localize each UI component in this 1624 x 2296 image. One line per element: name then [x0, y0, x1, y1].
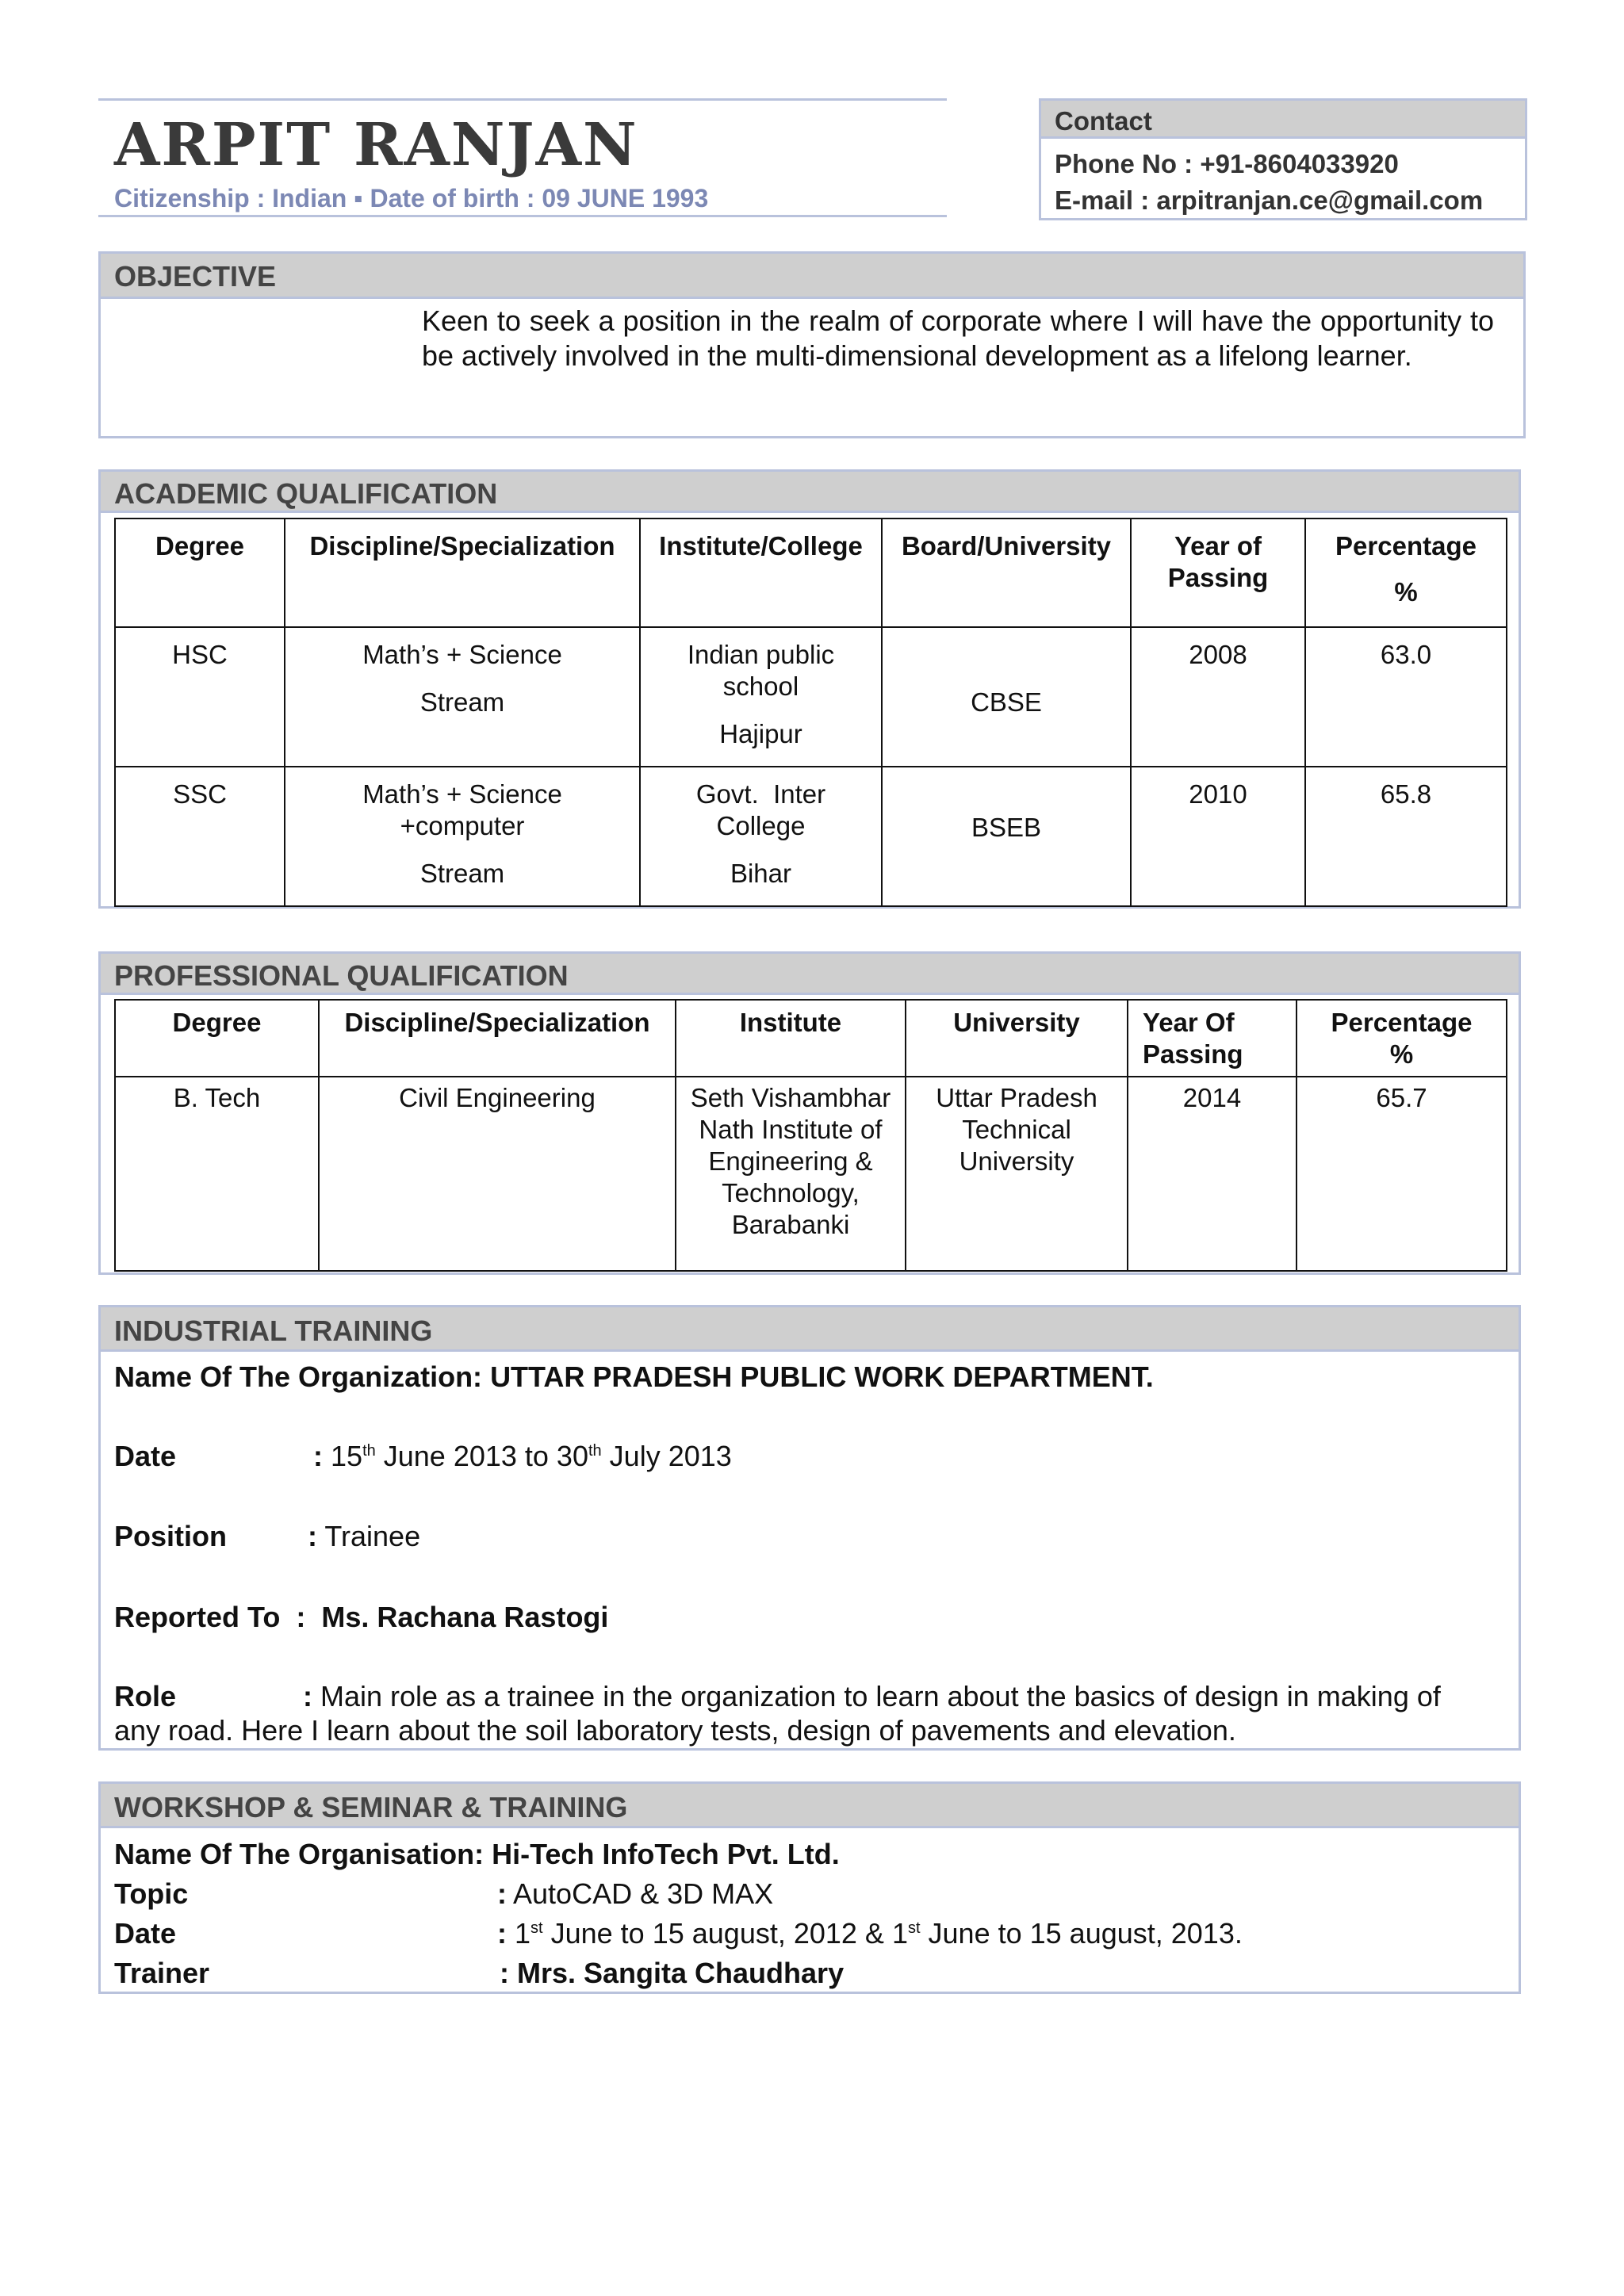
- institute-line: Govt. Inter College: [695, 779, 833, 840]
- training-org-value: UTTAR PRADESH PUBLIC WORK DEPARTMENT.: [490, 1360, 1154, 1393]
- training-date-mid: June 2013 to 30: [375, 1440, 588, 1472]
- header-bottom-rule: [98, 215, 947, 217]
- objective-header: [101, 254, 1523, 299]
- table-row: [115, 767, 1507, 906]
- degree-cell: HSC: [115, 627, 285, 767]
- objective-title: OBJECTIVE: [114, 260, 277, 293]
- citizenship-line: Citizenship : Indian ▪ Date of birth : 09 JUNE 1993: [114, 184, 709, 212]
- institute-cell: [640, 767, 882, 906]
- institute-cell: [640, 627, 882, 767]
- board-cell: BSEB: [882, 767, 1131, 906]
- training-position: : Trainee: [308, 1520, 421, 1552]
- degree-cell: B. Tech: [115, 1077, 319, 1271]
- training-role-line2: any road. Here I learn about the soil laboratory tests, design of pavements and elevation.: [114, 1714, 1236, 1747]
- discipline-cell: [285, 767, 640, 906]
- institute-line: Hajipur: [719, 719, 802, 748]
- percentage-cell: 65.8: [1305, 767, 1507, 906]
- academic-table: [114, 518, 1507, 907]
- candidate-name: ARPIT RANJAN: [114, 111, 638, 179]
- col-board: Board/University: [882, 519, 1131, 627]
- training-organization: [114, 1360, 1154, 1394]
- discipline-line: Stream: [419, 687, 505, 717]
- col-percentage-label: Percentage: [1331, 1008, 1473, 1037]
- col-year: Year of Passing: [1131, 519, 1305, 627]
- university-cell: Uttar Pradesh Technical University: [906, 1077, 1128, 1271]
- workshop-topic-label: Topic: [114, 1877, 189, 1910]
- col-university: University: [906, 1000, 1128, 1077]
- year-cell: 2014: [1128, 1077, 1297, 1271]
- objective-text: Keen to seek a position in the realm of corporate where I will have the opportunity to be actively involved in the multi-dimensional development as a lifelong learner.: [422, 304, 1494, 372]
- col-degree: Degree: [115, 519, 285, 627]
- discipline-line: Math’s + Science: [362, 640, 562, 669]
- header-top-rule: [98, 98, 947, 101]
- table-row: [115, 1077, 1507, 1271]
- discipline-cell: Civil Engineering: [319, 1077, 676, 1271]
- professional-table: [114, 999, 1507, 1272]
- professional-header-row: [115, 1000, 1507, 1077]
- col-institute: Institute: [676, 1000, 906, 1077]
- discipline-line: Math’s + Science +computer: [362, 779, 562, 840]
- year-cell: 2008: [1131, 627, 1305, 767]
- col-percentage-symbol: %: [1389, 1039, 1414, 1069]
- col-percentage-label: Percentage: [1335, 531, 1477, 561]
- table-row: [115, 627, 1507, 767]
- training-date-sup1: th: [362, 1442, 376, 1460]
- col-institute: Institute/College: [640, 519, 882, 627]
- percentage-cell: 65.7: [1297, 1077, 1507, 1271]
- discipline-cell: [285, 627, 640, 767]
- contact-phone: Phone No : +91-8604033920: [1055, 149, 1399, 178]
- training-role-label: Role: [114, 1680, 177, 1712]
- training-date-end: July 2013: [601, 1440, 732, 1472]
- workshop-date: : 1st June to 15 august, 2012 & 1st June to 15 august, 2013.: [497, 1917, 1243, 1950]
- contact-title: Contact: [1055, 106, 1152, 136]
- training-reported-label: Reported To: [114, 1601, 281, 1633]
- workshop-org-label: Name Of The Organisation:: [114, 1838, 485, 1870]
- workshop-date-label: Date: [114, 1917, 177, 1950]
- academic-title: ACADEMIC QUALIFICATION: [114, 477, 498, 510]
- workshop-topic-value: AutoCAD & 3D MAX: [513, 1877, 774, 1910]
- training-title: INDUSTRIAL TRAINING: [114, 1314, 433, 1347]
- workshop-date-sup-b: st: [907, 1919, 921, 1937]
- institute-cell: Seth Vishambhar Nath Institute of Engineering & Technology, Barabanki: [676, 1077, 906, 1271]
- professional-title: PROFESSIONAL QUALIFICATION: [114, 959, 569, 992]
- percentage-cell: 63.0: [1305, 627, 1507, 767]
- col-percentage: [1297, 1000, 1507, 1077]
- training-role-text: Main role as a trainee in the organization to learn about the basics of design in making of: [320, 1680, 1441, 1712]
- col-percentage-symbol: %: [1394, 577, 1418, 607]
- workshop-date-a: 1: [515, 1917, 531, 1950]
- col-degree: Degree: [115, 1000, 319, 1077]
- workshop-trainer: : Mrs. Sangita Chaudhary: [500, 1957, 845, 1989]
- col-discipline: Discipline/Specialization: [285, 519, 640, 627]
- training-reported-value: Ms. Rachana Rastogi: [321, 1601, 609, 1633]
- training-date-label: Date: [114, 1440, 177, 1472]
- institute-line: Bihar: [730, 859, 792, 888]
- workshop-organization: [114, 1838, 840, 1871]
- training-date-day1: 15: [331, 1440, 363, 1472]
- training-date: : 15th June 2013 to 30th July 2013: [313, 1440, 732, 1472]
- training-date-sup2: th: [588, 1442, 602, 1460]
- contact-email: E-mail : arpitranjan.ce@gmail.com: [1055, 186, 1484, 215]
- workshop-trainer-label: Trainer: [114, 1957, 210, 1989]
- workshop-date-sup-a: st: [530, 1919, 543, 1937]
- training-position-value: Trainee: [324, 1520, 421, 1552]
- col-percentage: [1305, 519, 1507, 627]
- col-discipline: Discipline/Specialization: [319, 1000, 676, 1077]
- year-cell: 2010: [1131, 767, 1305, 906]
- discipline-line: Stream: [419, 859, 505, 888]
- board-cell: CBSE: [882, 627, 1131, 767]
- col-year: Year Of Passing: [1128, 1000, 1297, 1077]
- degree-cell: SSC: [115, 767, 285, 906]
- workshop-trainer-value: Mrs. Sangita Chaudhary: [517, 1957, 845, 1989]
- workshop-topic: : AutoCAD & 3D MAX: [497, 1877, 774, 1910]
- training-reported: Reported To : Ms. Rachana Rastogi: [114, 1601, 609, 1633]
- training-org-label: Name Of The Organization:: [114, 1360, 483, 1393]
- workshop-date-b: June to 15 august, 2012 & 1: [542, 1917, 908, 1950]
- workshop-title: WORKSHOP & SEMINAR & TRAINING: [114, 1791, 628, 1823]
- training-role-line1: : Main role as a trainee in the organization to learn about the basics of design in making of: [303, 1680, 1441, 1712]
- workshop-org-value: Hi-Tech InfoTech Pvt. Ltd.: [492, 1838, 840, 1870]
- institute-line: Indian public school: [687, 640, 835, 701]
- training-position-label: Position: [114, 1520, 227, 1552]
- workshop-date-c: June to 15 august, 2013.: [920, 1917, 1243, 1950]
- academic-header-row: [115, 519, 1507, 627]
